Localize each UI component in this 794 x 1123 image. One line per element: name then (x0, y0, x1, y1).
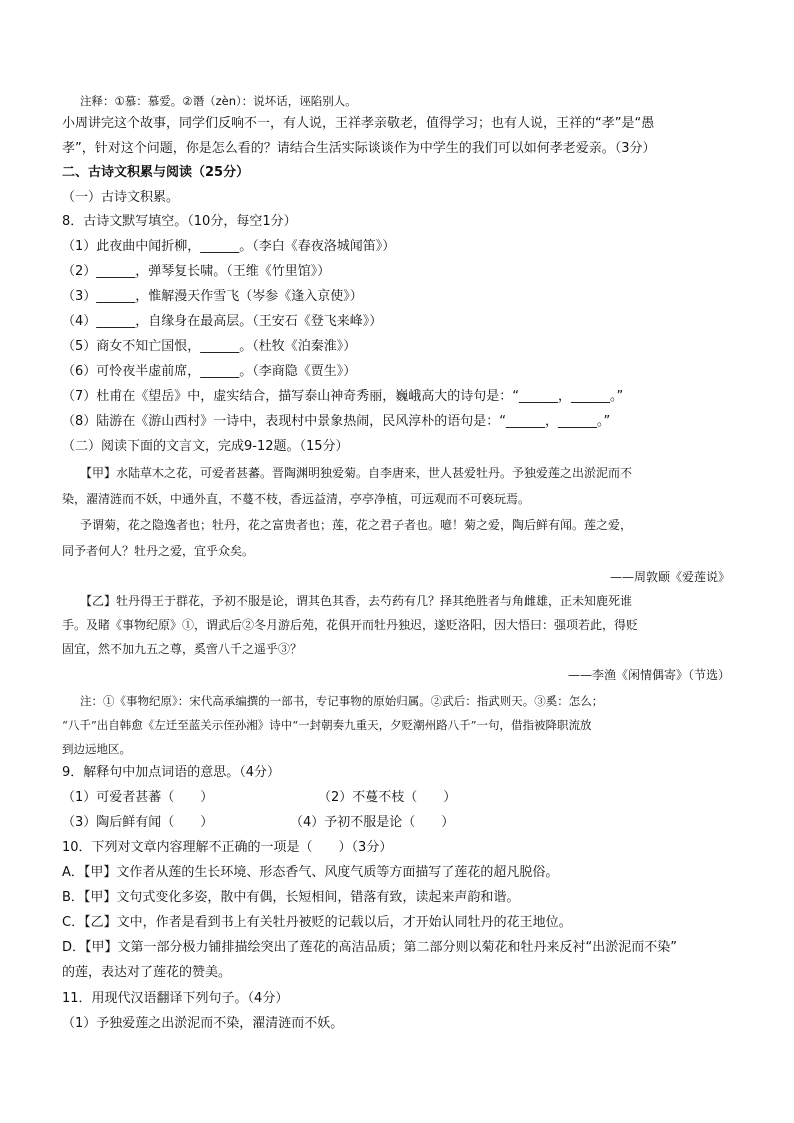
passage-jia: 予谓菊，花之隐逸者也；牡丹，花之富贵者也；莲，花之君子者也。噫！菊之爱，陶后鲜有闻。莲之爱， (80, 518, 633, 532)
passage-note: “八千”出自韩愈《左迁至蓝关示侄孙湘》诗中“一封朝奏九重天，夕贬潮州路八千”一句，借指被降职流放 (62, 718, 592, 732)
question-8-item: （4）______，自缘身在最高层。（王安石《登飞来峰》） (62, 314, 383, 329)
question-10: 10．下列对文章内容理解不正确的一项是（ ）（3分） (62, 840, 393, 855)
passage-yi: 固宜，然不加九五之尊，奚啻八千之遥乎③？ (62, 642, 303, 656)
question-9-item: （1）可爱者甚蕃（ ） (62, 790, 214, 805)
question-9-item: （4）予初不服是论（ ） (290, 815, 455, 830)
question-8: 8．古诗文默写填空。（10分，每空1分） (62, 214, 297, 229)
question-9-item: （2）不蔓不枝（ ） (318, 790, 457, 805)
subsection-heading: （一）古诗文积累。 (62, 190, 180, 205)
passage-source: ——李渔《闲情偶寄》（节选） (567, 668, 730, 682)
question-8-item: （3）______，惟解漫天作雪飞（岑参《逢入京使》） (62, 289, 363, 304)
question-8-item: （1）此夜曲中闻折柳，______。（李白《春夜洛城闻笛》） (62, 239, 396, 254)
option-d: D．【甲】文第一部分极力铺排描绘突出了莲花的高洁品质；第二部分则以菊花和牡丹来反衬“出淤泥而不染” (62, 940, 677, 955)
option-d: 的莲，表达对了莲花的赞美。 (62, 965, 232, 980)
question-9-item: （3）陶后鲜有闻（ ） (62, 815, 214, 830)
passage-note: 注：①《事物纪原》：宋代高承编撰的一部书，专记事物的原始归属。②武后：指武则天。③奚：怎么； (80, 694, 604, 708)
passage-note: 到边远地区。 (62, 742, 131, 756)
question-11-item: （1）予独爱莲之出淤泥而不染，濯清涟而不妖。 (62, 1016, 344, 1031)
passage-jia: 染，濯清涟而不妖，中通外直，不蔓不枝，香远益清，亭亭净植，可远观而不可亵玩焉。 (62, 492, 531, 506)
subsection-heading: （二）阅读下面的文言文，完成9-12题。（15分） (62, 439, 349, 454)
passage-yi: 手。及睹《事物纪原》①，谓武后②冬月游后苑，花俱开而牡丹独迟，遂贬洛阳，因大悟曰：强项若此，得贬 (62, 618, 639, 632)
question-8-item: （6）可怜夜半虚前席，______。（李商隐《贾生》） (62, 364, 357, 379)
passage-jia: 同予者何人？牡丹之爱，宜乎众矣。 (62, 544, 255, 558)
question-text: 孝”，针对这个问题，你是怎么看的？请结合生活实际谈谈作为中学生的我们可以如何孝老爱亲。（3分） (62, 141, 656, 156)
question-8-item: （7）杜甫在《望岳》中，虚实结合，描写泰山神奇秀丽，巍峨高大的诗句是：“______，______。” (62, 389, 624, 404)
option-b: B．【甲】文句式变化多姿，散中有偶，长短相间，错落有致，读起来声韵和谐。 (62, 890, 520, 905)
question-9: 9．解释句中加点词语的意思。（4分） (62, 765, 281, 780)
question-11: 11．用现代汉语翻译下列句子。（4分） (62, 991, 289, 1006)
section-heading: 二、古诗文积累与阅读（25分） (62, 165, 250, 180)
option-c: C．【乙】文中，作者是看到书上有关牡丹被贬的记载以后，才开始认同牡丹的花王地位。 (62, 915, 572, 930)
annotation-note: 注释：①慕：慕爱。②谮（zèn）：说坏话，诬陷别人。 (80, 94, 357, 108)
question-text: 小周讲完这个故事，同学们反响不一，有人说，王祥孝亲敬老，值得学习；也有人说，王祥的“孝”是“愚 (62, 116, 655, 131)
question-8-item: （5）商女不知亡国恨，______。（杜牧《泊秦淮》） (62, 339, 357, 354)
passage-yi: 【乙】牡丹得王于群花，予初不服是论，谓其色其香，去芍药有几？择其绝胜者与角雌雄，正未知鹿死谁 (80, 594, 633, 608)
option-a: A．【甲】文作者从莲的生长环境、形态香气、风度气质等方面描写了莲花的超凡脱俗。 (62, 865, 559, 880)
question-8-item: （8）陆游在《游山西村》一诗中，表现村中景象热闹，民风淳朴的语句是：“______，______。” (62, 414, 611, 429)
question-8-item: （2）______，弹琴复长啸。（王维《竹里馆》） (62, 264, 331, 279)
passage-jia: 【甲】水陆草木之花，可爱者甚蕃。晋陶渊明独爱菊。自李唐来，世人甚爱牡丹。予独爱莲之出淤泥而不 (80, 466, 633, 480)
passage-source: ——周敦颐《爱莲说》 (609, 570, 730, 584)
